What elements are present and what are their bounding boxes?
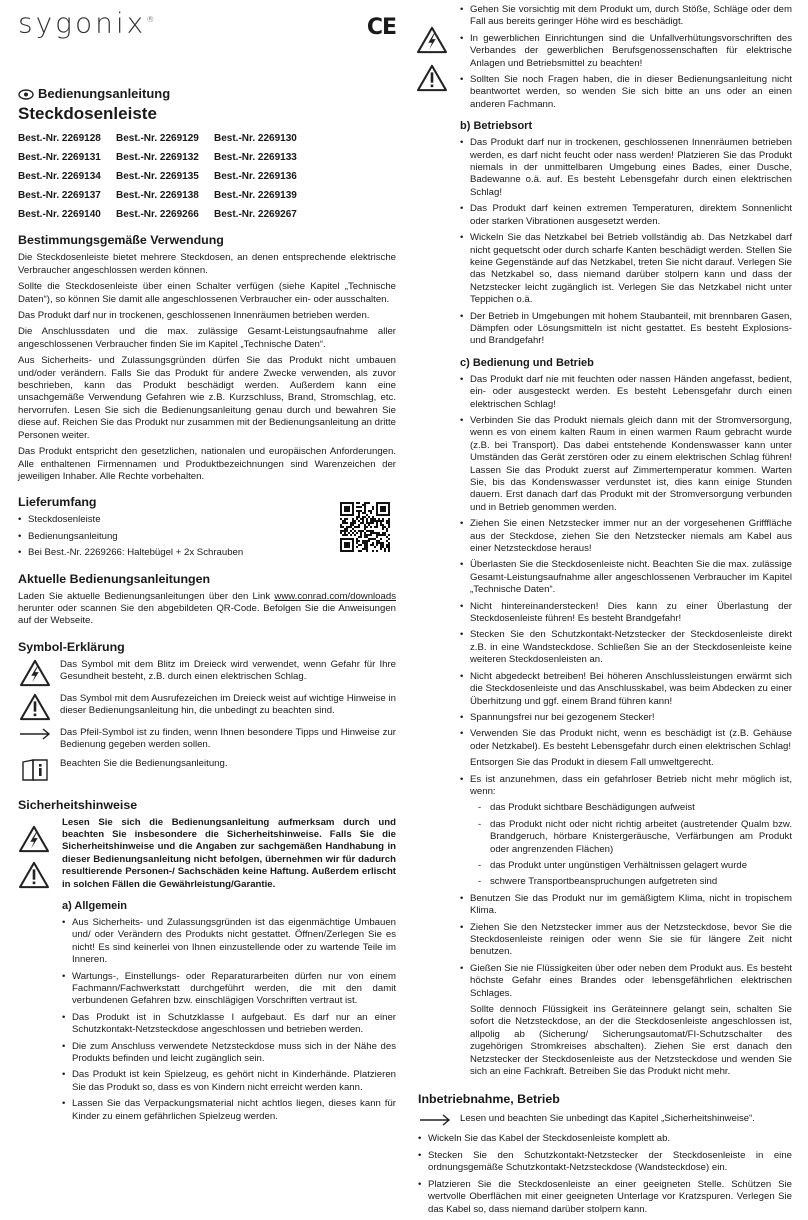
right-column [416,4,792,1220]
intended-use-paragraph: Die Anschlussdaten und die max. zulässige Gesamt-Leistungsaufnahme aller angeschlossenen Verbraucher finden Sie im Kapitel „Technische Daten“. [18,326,396,350]
order-number: Best.-Nr. 2269267 [214,209,297,221]
dispose-note: Entsorgen Sie das Produkt in diesem Fall umweltgerecht. [470,757,714,769]
commissioning-note-row: Lesen und beachten Sie unbedingt das Kapitel „Sicherheitshinweise“. [418,1113,792,1127]
order-number: Best.-Nr. 2269136 [214,171,297,183]
location-item: • Das Produkt darf keinen extremen Temperaturen, direktem Sonnenlicht oder starken Vibrationen ausgesetzt werden. [460,203,792,228]
general-continued-list [460,4,792,111]
order-number: Best.-Nr. 2269128 [18,133,101,145]
safety-item: • Sollten Sie noch Fragen haben, die in dieser Bedienungsanleitung nicht beantwortet werden, so wenden Sie sich bitte an uns oder an einen anderen Fachmann. [460,74,792,111]
operation-item: • Verbinden Sie das Produkt niemals gleich dann mit der Stromversorgung, wenn es von einem kalten Raum in einen warmen Raum gebracht wurde (z.B. bei Transport). Das dabei entstehende Kondenswasser kann unter Umständen das Gerät zerstören oder zu einem elektrischen Schlag führen! Lassen Sie das Produkt zuerst auf Zimmertemperatur kommen. Warten Sie, bis das Kondenswasser verdunstet ist, dies kann einige Stunden dauern. Erst danach darf das Produkt mit der Stromversorgung verbunden und in Betrieb genommen werden. [460,415,792,514]
operation-item: • Benutzen Sie das Produkt nur im gemäßigtem Klima, nicht in tropischem Klima. [460,893,792,918]
intended-use-heading: Bestimmungsgemäße Verwendung [18,233,224,248]
operation-item: • Nicht hintereinanderstecken! Dies kann zu einer Überlastung der Steckdosenleiste führen! Es besteht Brandgefahr! [460,601,792,626]
manual-label: Bedienungsanleitung [18,88,396,100]
location-item: • Der Betrieb in Umgebungen mit hohem Staubanteil, mit brennbaren Gasen, Dämpfen oder Lösungsmitteln ist nicht gestattet. Es besteht Explosions- und Brandgefahr! [460,311,792,348]
intended-use-paragraph: Die Steckdosenleiste bietet mehrere Steckdosen, an denen entsprechende elektrische Verbraucher angeschlossen werden können. [18,252,396,276]
symbol-row-lightning: Das Symbol mit dem Blitz im Dreieck wird verwendet, wenn Gefahr für Ihre Gesundheit besteht, z.B. durch einen elektrischen Schlag. [18,659,396,687]
intended-use-paragraph: Das Produkt darf nur in trockenen, geschlossenen Innenräumen betrieben werden. [18,310,370,322]
operation-item: • Das Produkt darf nie mit feuchten oder nassen Händen angefasst, bedient, ein- oder ausgesteckt werden. Es besteht Lebensgefahr durch einen elektrischen Schlag! [460,374,792,411]
unsafe-item: - das Produkt sichtbare Beschädigungen aufweist [468,802,792,814]
unsafe-item: - schwere Transportbeanspruchungen aufgetreten sind [468,876,792,888]
commissioning-item: • Wickeln Sie das Kabel der Steckdosenleiste komplett ab. [418,1133,792,1145]
symbol-row-manual: Beachten Sie die Bedienungsanleitung. [18,758,396,782]
safety-item: • Gehen Sie vorsichtig mit dem Produkt um, durch Stöße, Schläge oder dem Fall aus bereits geringer Höhe wird es beschädigt. [460,4,792,29]
order-number: Best.-Nr. 2269132 [116,152,199,164]
order-number: Best.-Nr. 2269139 [214,190,297,202]
operation-heading: c) Bedienung und Betrieb [460,356,594,369]
order-number: Best.-Nr. 2269135 [116,171,199,183]
location-heading: b) Betriebsort [460,120,533,133]
safety-item: • Das Produkt ist kein Spielzeug, es gehört nicht in Kinderhände. Platzieren Sie das Produkt so, dass es von Kindern nicht erreicht werden kann. [62,1069,396,1094]
safety-item: • Die zum Anschluss verwendete Netzsteckdose muss sich in der Nähe des Produkts befinden und leicht zugänglich sein. [62,1041,396,1066]
operation-item: • Spannungsfrei nur bei gezogenem Stecker! [460,712,792,724]
commissioning-list [418,1133,792,1215]
intended-use-text [18,252,396,483]
lightning-warning-icon [416,26,448,54]
commissioning-item: • Stecken Sie den Schutzkontakt-Netzstecker der Steckdosenleiste in eine ordnungsgemäße Schutzkontakt-Netzsteckdose (Wandsteckdose) ein. [418,1150,792,1175]
general-heading: a) Allgemein [62,900,127,912]
safety-intro: Lesen Sie sich die Bedienungsanleitung aufmerksam durch und beachten Sie insbesondere die Sicherheitshinweise. Falls Sie die Sicherheitshinweise und die Angaben zur sachgemäßen Handhabung in dieser Bedienungsanleitung nicht befolgen, übernehmen wir für dadurch resultierende Personen-/ Sachschäden keine Haftung. Außerdem erlischt in solchen Fällen die Gewährleistung/Garantie. [62,816,396,890]
arrow-icon [19,727,51,741]
order-number: Best.-Nr. 2269137 [18,190,101,202]
unsafe-intro: • Es ist anzunehmen, dass ein gefahrloser Betrieb nicht mehr möglich ist, wenn: [460,774,792,799]
download-link[interactable]: www.conrad.com/downloads [274,590,396,602]
safety-heading: Sicherheitshinweise [18,797,138,812]
delivery-item: • Steckdosenleiste [18,514,396,526]
location-item: • Wickeln Sie das Netzkabel bei Betrieb vollständig ab. Das Netzkabel darf nicht gequetscht oder durch scharfe Kanten beschädigt werden. Stellen Sie keine Gegenstände auf das Netzkabel, treten Sie nicht darauf. Verlegen Sie das Netzkabel so, dass niemand darüber stolpern kann und dass der Netzstecker leicht zugänglich ist. Verlegen Sie das Netzkabel nicht unter Teppichen o.ä. [460,232,792,306]
operation-item: • Ziehen Sie den Netzstecker immer aus der Netzsteckdose, bevor Sie die Steckdosenleiste reinigen oder wenn Sie sie für längere Zeit nicht benutzen. [460,922,792,959]
order-number: Best.-Nr. 2269138 [116,190,199,202]
symbols-heading: Symbol-Erklärung [18,639,125,654]
unsafe-item: - das Produkt nicht oder nicht richtig arbeitet (austretender Qualm bzw. Brandgeruch, hörbare Knistergeräusche, Verfärbungen am Produkt oder angrenzenden Flächen) [468,819,792,856]
commissioning-heading: Inbetriebnahme, Betrieb [418,1092,560,1107]
current-manuals-heading: Aktuelle Bedienungsanleitungen [18,571,211,586]
safety-item: • Wartungs-, Einstellungs- oder Reparaturarbeiten dürfen nur von einem Fachmann/Fachwerkstatt durchgeführt werden, die mit den damit verbundenen Gefahren bzw. einschlägigen Vorschriften vertraut ist. [62,971,396,1008]
order-number: Best.-Nr. 2269131 [18,152,101,164]
safety-item: • In gewerblichen Einrichtungen sind die Unfallverhütungsvorschriften des Verbandes der gewerblichen Berufsgenossenschaften für elektrische Anlagen und Betriebsmittel zu beachten! [460,33,792,70]
exclamation-warning-icon [18,861,50,889]
exclamation-warning-icon [416,64,448,92]
lightning-warning-icon [18,825,50,853]
order-number: Best.-Nr. 2269129 [116,133,199,145]
operation-list [460,374,792,753]
location-item: • Das Produkt darf nur in trockenen, geschlossenen Innenräumen betrieben werden, es darf nicht feucht oder nass werden! Platzieren Sie das Produkt niemals in der unmittelbaren Umgebung eines Bades, einer Dusche, Badewanne o.ä. auf. Es besteht Lebensgefahr durch einen elektrischen Schlag! [460,137,792,199]
location-list [460,137,792,348]
safety-block [18,817,396,1128]
operation-list-2 [460,893,792,1000]
safety-item: • Aus Sicherheits- und Zulassungsgründen ist das eigenmächtige Umbauen und/ oder Verändern des Produkts nicht gestattet. Öffnen/Zerlegen Sie es nicht! Es sind keinerlei von Ihnen einzustellende oder zu wartende Teile im Inneren. [62,917,396,967]
read-manual-icon [21,758,49,782]
lightning-warning-icon [19,659,51,687]
order-number: Best.-Nr. 2269130 [214,133,297,145]
general-list [62,917,396,1123]
brand-logo: sygonix® [18,6,155,40]
operation-item: • Überlasten Sie die Steckdosenleiste nicht. Beachten Sie die max. zulässige Gesamt-Leistungsaufnahme aller angeschlossenen Verbraucher im Kapitel „Technische Daten“. [460,559,792,596]
current-manuals-text: Laden Sie aktuelle Bedienungsanleitungen über den Link www.conrad.com/downloads herunter oder scannen Sie den abgebildeten QR-Code. Befolgen Sie die Anweisungen auf der Webseite. [18,590,396,627]
order-number: Best.-Nr. 2269134 [18,171,101,183]
operation-item: • Stecken Sie den Schutzkontakt-Netzstecker der Steckdosenleiste direkt z.B. in eine Wandsteckdose. Schließen Sie an der Steckdosenleiste keine weiteren Steckdosenleisten an. [460,629,792,666]
qr-code[interactable] [340,502,390,552]
intended-use-paragraph: Sollte die Steckdosenleiste über einen Schalter verfügen (siehe Kapitel „Technische Daten“), so können Sie damit alle angeschlossenen Verbraucher ein- oder ausschalten. [18,281,396,305]
product-title: Steckdosenleiste [18,104,157,124]
operation-item: • Verwenden Sie das Produkt nicht, wenn es beschädigt ist (z.B. Gehäuse oder Netzkabel). Es besteht Lebensgefahr durch einen elektrischen Schlag! [460,728,792,753]
exclamation-warning-icon [19,693,51,721]
safety-item: • Das Produkt ist in Schutzklasse I aufgebaut. Es darf nur an einer Schutzkontakt-Netzsteckdose angeschlossen und betrieben werden. [62,1012,396,1037]
delivery-heading: Lieferumfang [18,495,97,510]
eye-icon [18,89,34,100]
delivery-item: • Bei Best.-Nr. 2269266: Haltebügel + 2x Schrauben [18,547,396,559]
operation-item: • Nicht abgedeckt betreiben! Bei höheren Anschlussleistungen erwärmt sich die Steckdosenleiste und das Anschlusskabel, was beim Abdecken zu einer Überhitzung und ggf. einem Brand führen kann! [460,671,792,708]
liquid-note: Sollte dennoch Flüssigkeit ins Geräteinnere gelangt sein, schalten Sie sofort die Netzsteckdose, an der die Steckdosenleiste angeschlossen ist, allpolig ab (Sicherung/ Sicherungsautomat/FI-Schutzschalter des zugehörigen Stromkreises abschalten). Ziehen Sie erst danach den Netzstecker der Steckdosenleiste aus der Netzsteckdose und wenden Sie sich an eine Fachkraft. Betreiben Sie das Produkt nicht mehr. [470,1004,792,1078]
commissioning-item: • Platzieren Sie die Steckdosenleiste an einer geeigneten Stelle. Schützen Sie wertvolle Oberflächen mit einer geeigneten Unterlage vor Kratzspuren. Verlegen Sie das Kabel so, dass niemand darüber stolpern kann. [418,1179,792,1216]
arrow-icon [419,1113,451,1127]
order-number: Best.-Nr. 2269133 [214,152,297,164]
unsafe-item: - das Produkt unter ungünstigen Verhältnissen gelagert wurde [468,860,792,872]
left-column [18,6,396,1127]
delivery-item: • Bedienungsanleitung [18,531,396,543]
ce-mark: CE [366,15,396,40]
symbol-row-arrow: Das Pfeil-Symbol ist zu finden, wenn Ihnen besondere Tipps und Hinweise zur Bedienung gegeben werden sollen. [18,727,396,752]
intended-use-paragraph: Aus Sicherheits- und Zulassungsgründen dürfen Sie das Produkt nicht umbauen und/oder verändern. Falls Sie das Produkt für andere Zwecke verwenden, als zuvor beschrieben, kann das Produkt beschädigt werden. Außerdem kann eine unsachgemäße Verwendung Gefahren wie z.B. Kurzschluss, Brand, Stromschlag, etc. hervorrufen. Lesen Sie sich die Bedienungsanleitung genau durch und bewahren Sie diese auf. Reichen Sie das Produkt nur zusammen mit der Bedienungsanleitung an dritte Personen weiter. [18,355,396,441]
operation-item: • Gießen Sie nie Flüssigkeiten über oder neben dem Produkt aus. Es besteht höchste Gefahr eines Brandes oder lebensgefährlichen elektrischen Schlages. [460,963,792,1000]
intended-use-paragraph: Das Produkt entspricht den gesetzlichen, nationalen und europäischen Anforderungen. Alle enthaltenen Firmennamen und Produktbezeichnungen sind Warenzeichen der jeweiligen Inhaber. Alle Rechte vorbehalten. [18,446,396,482]
unsafe-list [460,802,792,888]
safety-item: • Lassen Sie das Verpackungsmaterial nicht achtlos liegen, dieses kann für Kinder zu einem gefährlichen Spielzeug werden. [62,1098,396,1123]
order-number-grid [18,132,396,221]
order-number: Best.-Nr. 2269266 [116,209,199,221]
order-number: Best.-Nr. 2269140 [18,209,101,221]
symbol-row-exclamation: Das Symbol mit dem Ausrufezeichen im Dreieck weist auf wichtige Hinweise in dieser Bedienungsanleitung hin, die unbedingt zu beachten sind. [18,693,396,721]
operation-item: • Ziehen Sie einen Netzstecker immer nur an der vorgesehenen Grifffläche aus der Steckdose, ziehen Sie den Netzstecker niemals am Kabel aus einer Netzsteckdose heraus! [460,518,792,555]
